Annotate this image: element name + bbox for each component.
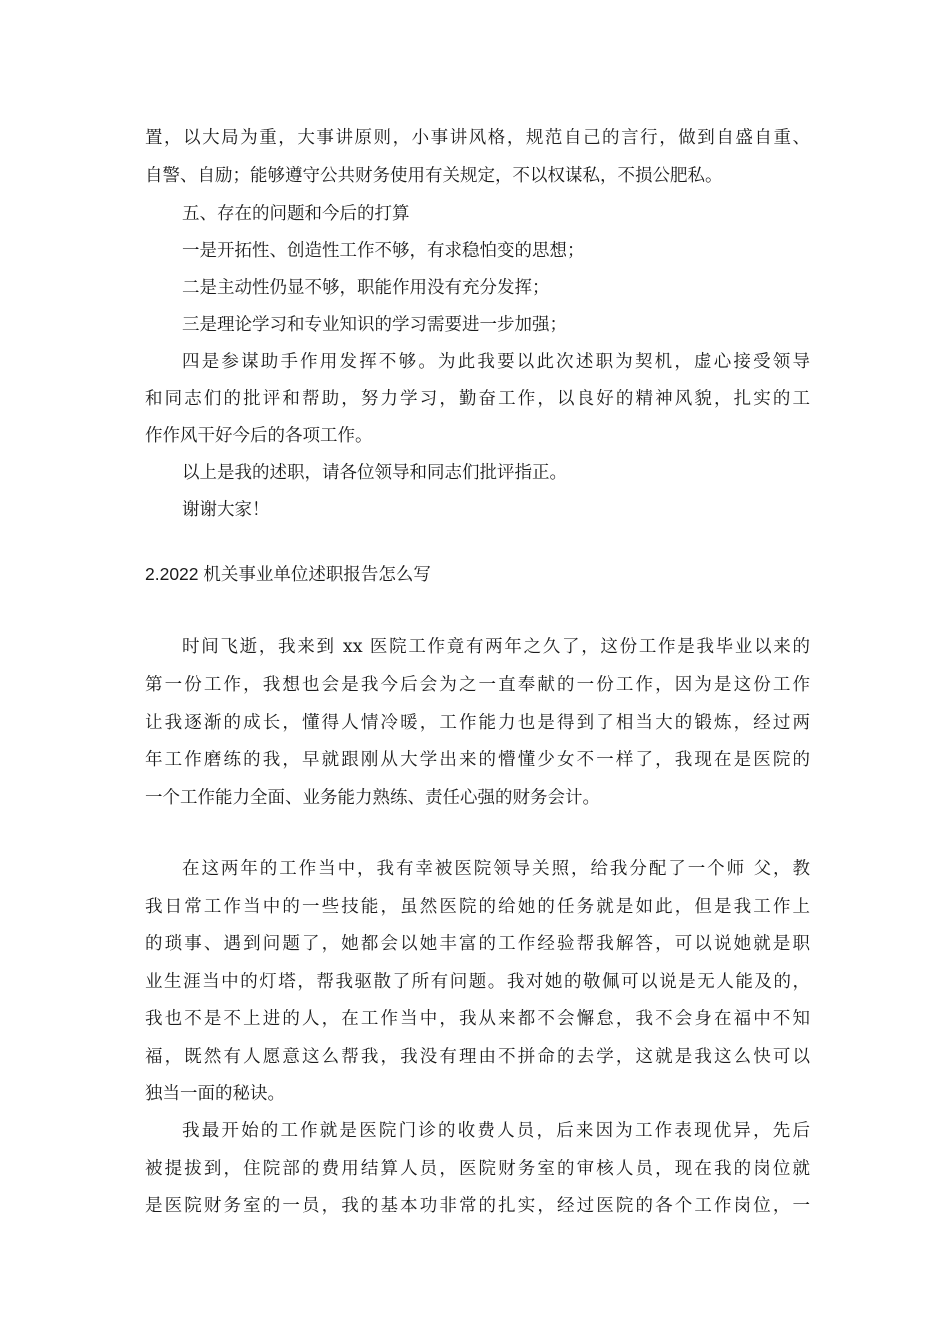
- paragraph-line: 作作风干好今后的各项工作。: [145, 426, 373, 446]
- paragraph-line: 福，既然有人愿意这么帮我，我没有理由不拼命的去学，这就是我这么快可以: [145, 1047, 810, 1067]
- paragraph-line: 置，以大局为重，大事讲原则，小事讲风格，规范自己的言行，做到自盛自重、: [145, 128, 810, 148]
- paragraph-line: 的琐事、遇到问题了，她都会以她丰富的工作经验帮我解答，可以说她就是职: [145, 934, 810, 954]
- closing-line: 谢谢大家！: [182, 500, 270, 520]
- paragraph-line: 我也不是不上进的人，在工作当中，我从来都不会懈怠，我不会身在福中不知: [145, 1009, 810, 1029]
- paragraph-line: 和同志们的批评和帮助，努力学习，勤奋工作，以良好的精神风貌，扎实的工: [145, 389, 810, 409]
- paragraph-line: 自警、自励；能够遵守公共财务使用有关规定，不以权谋私，不损公肥私。: [145, 166, 723, 186]
- paragraph-line: 在这两年的工作当中，我有幸被医院领导关照，给我分配了一个师 父，教: [182, 859, 810, 879]
- section-heading: 五、存在的问题和今后的打算: [182, 204, 410, 224]
- paragraph-line: 第一份工作，我想也会是我今后会为之一直奉献的一份工作，因为是这份工作: [145, 675, 810, 695]
- paragraph-line: 以上是我的述职，请各位领导和同志们批评指正。: [182, 463, 567, 483]
- paragraph-line: 业生涯当中的灯塔，帮我驱散了所有问题。我对她的敬佩可以说是无人能及的，: [145, 972, 810, 992]
- paragraph-line: 让我逐渐的成长，懂得人情冷暖，工作能力也是得到了相当大的锻炼，经过两: [145, 713, 810, 733]
- paragraph-line: 时间飞逝，我来到 xx 医院工作竟有两年之久了，这份工作是我毕业以来的: [182, 637, 810, 657]
- paragraph-line: 被提拔到，住院部的费用结算人员，医院财务室的审核人员，现在我的岗位就: [145, 1159, 810, 1179]
- list-item: 三是理论学习和专业知识的学习需要进一步加强；: [182, 315, 567, 335]
- paragraph-line: 我最开始的工作就是医院门诊的收费人员，后来因为工作表现优异，先后: [182, 1121, 810, 1141]
- article-title: 2.2022 机关事业单位述职报告怎么写: [145, 564, 431, 584]
- paragraph-line: 年工作磨练的我，早就跟刚从大学出来的懵懂少女不一样了，我现在是医院的: [145, 750, 810, 770]
- paragraph-line: 是医院财务室的一员，我的基本功非常的扎实，经过医院的各个工作岗位，一: [145, 1196, 810, 1216]
- paragraph-line: 独当一面的秘诀。: [145, 1084, 285, 1104]
- list-item: 二是主动性仍显不够，职能作用没有充分发挥；: [182, 278, 550, 298]
- list-item: 一是开拓性、创造性工作不够，有求稳怕变的思想；: [182, 241, 585, 261]
- paragraph-line: 我日常工作当中的一些技能，虽然医院的给她的任务就是如此，但是我工作上: [145, 897, 810, 917]
- paragraph-line: 一个工作能力全面、业务能力熟练、责任心强的财务会计。: [145, 788, 600, 808]
- list-item: 四是参谋助手作用发挥不够。为此我要以此次述职为契机，虚心接受领导: [182, 352, 810, 372]
